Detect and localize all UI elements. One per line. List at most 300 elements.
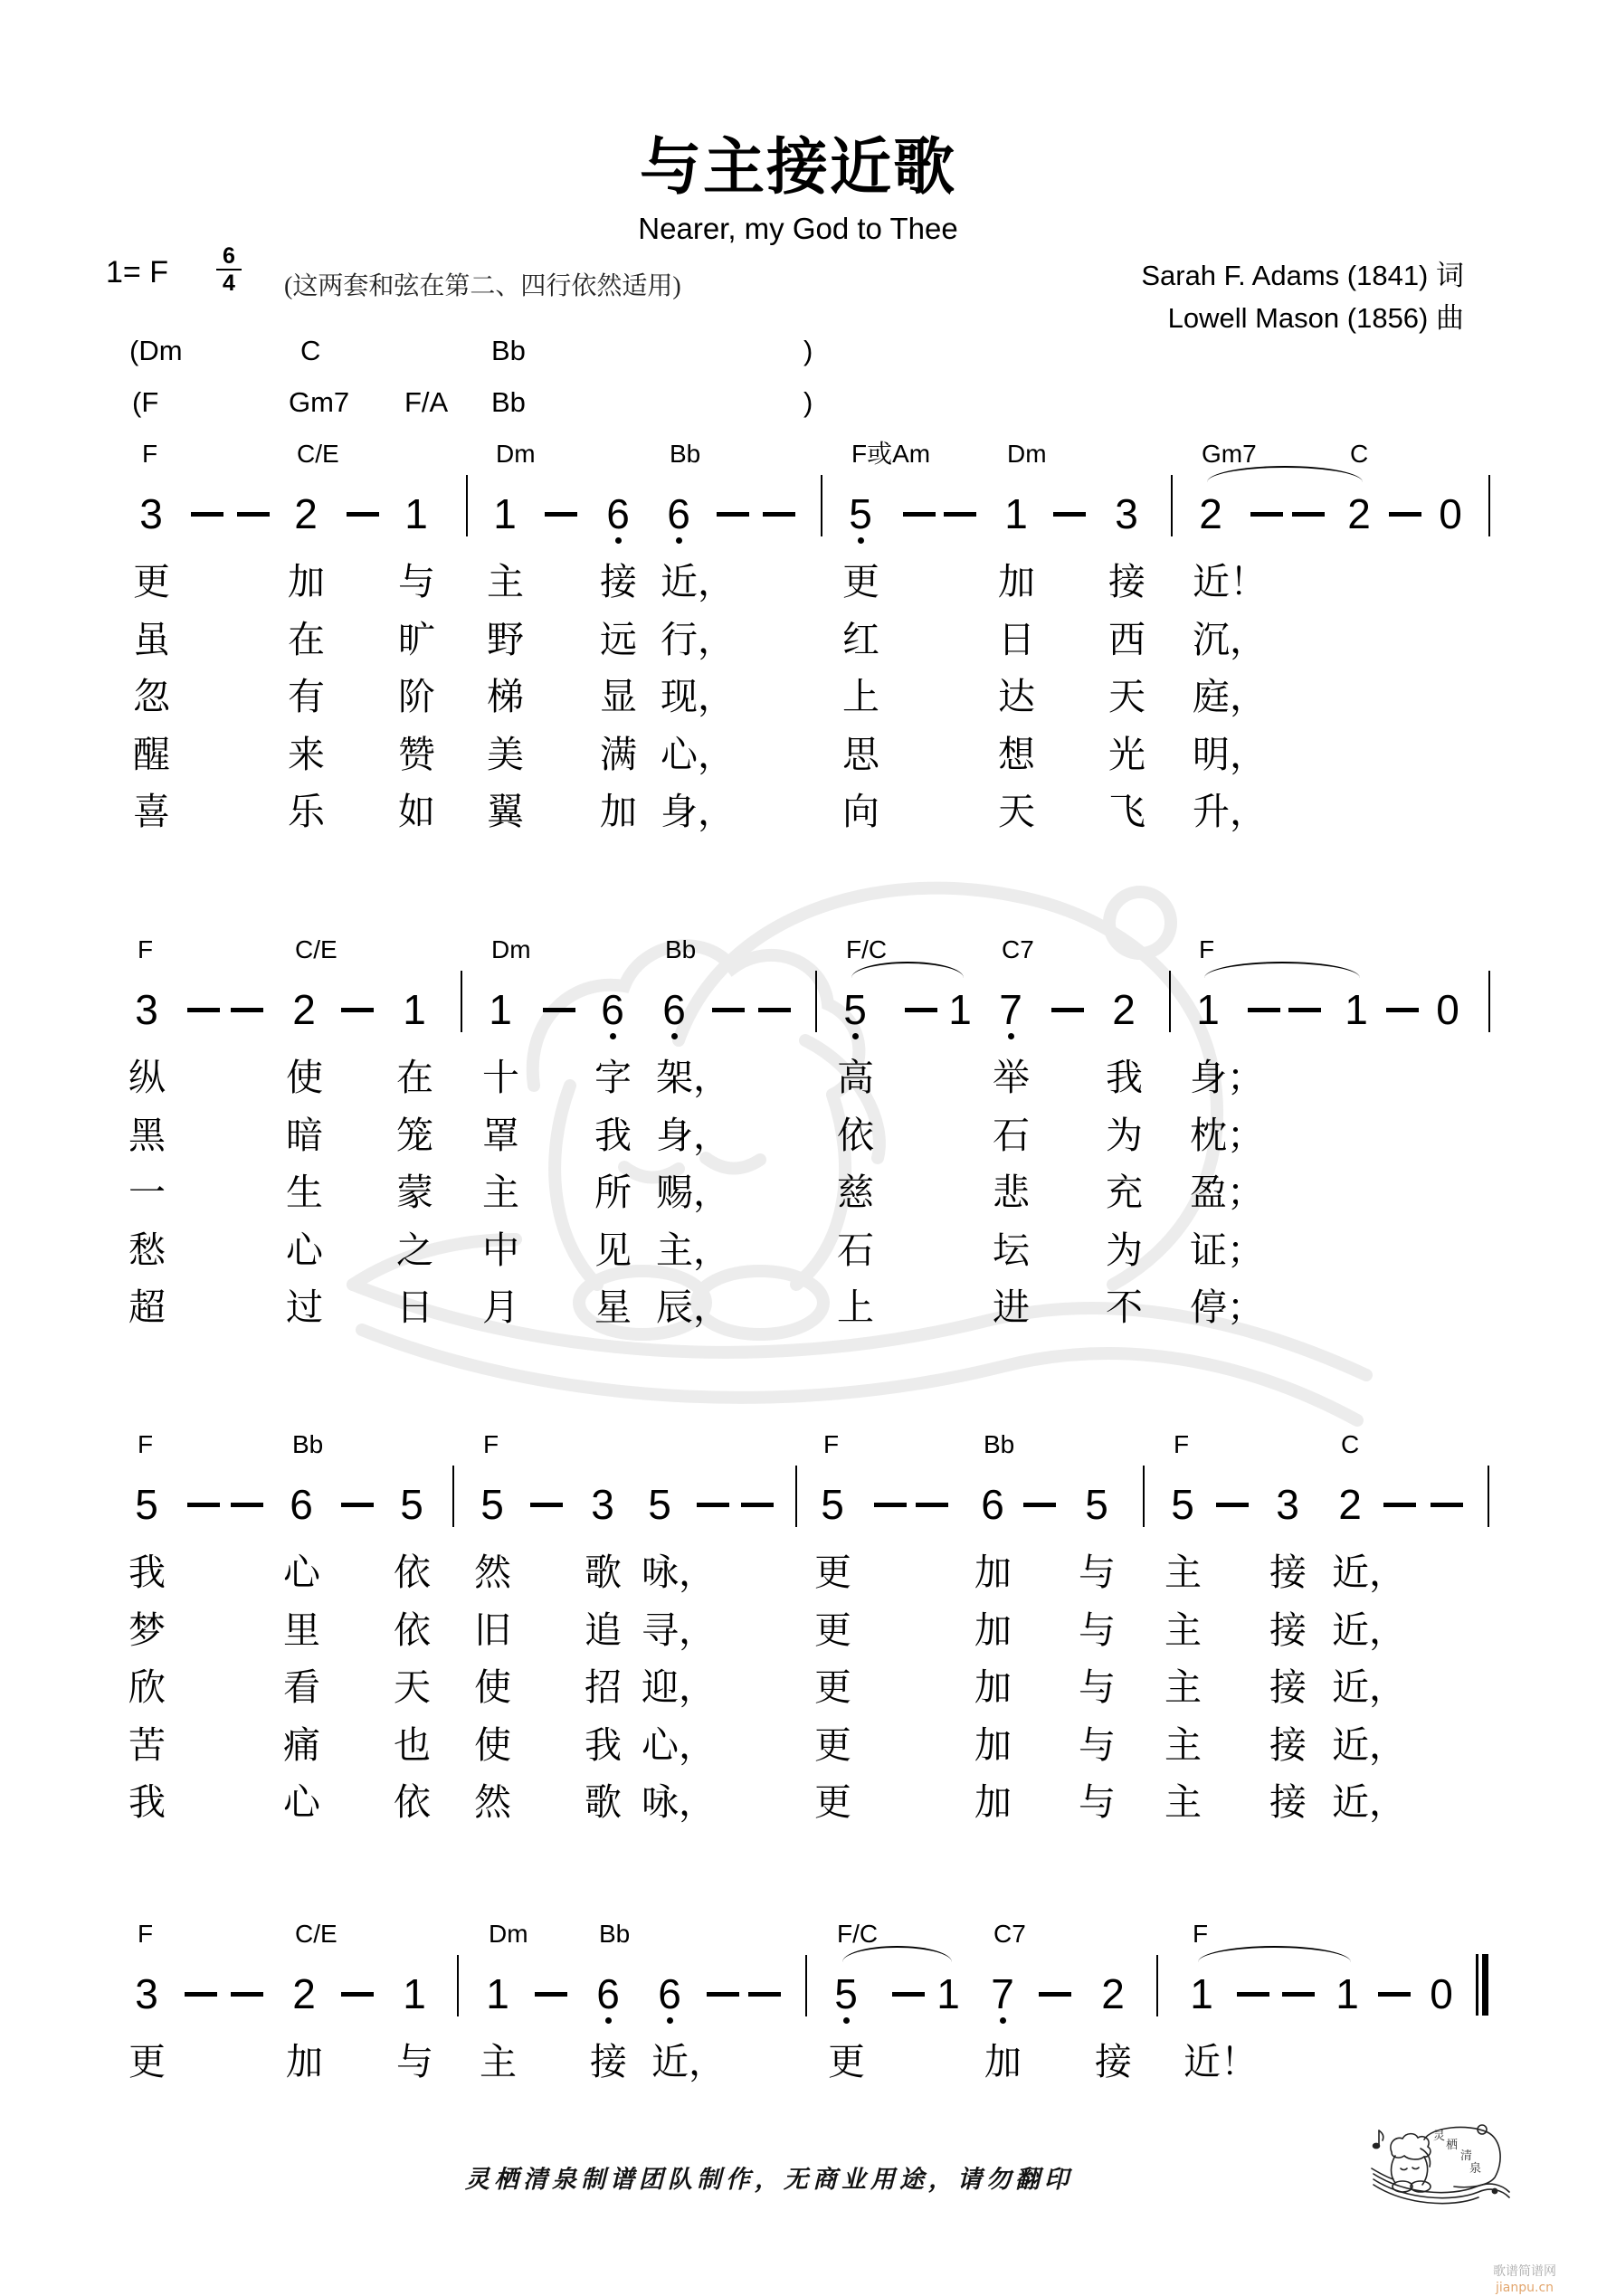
logo-char: 灵 (1433, 2130, 1446, 2143)
note: 5 (400, 1481, 423, 1528)
time-signature-numerator: 6 (223, 243, 235, 269)
extension-dash (741, 1503, 774, 1507)
extension-dash (1250, 512, 1283, 517)
lyric-syllable: 更 (842, 560, 879, 603)
note: 2 (1101, 1970, 1125, 2017)
time-signature (214, 244, 244, 295)
low-octave-dot (610, 1033, 616, 1039)
lyric-syllable: 主 (480, 2040, 517, 2083)
extension-dash (1023, 1503, 1056, 1507)
low-octave-dot (605, 2017, 612, 2024)
lyric-syllable: 中 (482, 1228, 519, 1272)
lyric-syllable: 超 (128, 1286, 166, 1329)
lyric-syllable: 迎， (642, 1665, 716, 1709)
chord-symbol: Gm7 (1202, 440, 1257, 468)
lyric-syllable: 身； (1190, 1056, 1264, 1099)
extension-dash (231, 1992, 263, 1997)
note: 5 (843, 986, 867, 1033)
extension-dash (1292, 512, 1325, 517)
lyric-syllable: 加 (286, 2040, 323, 2083)
site-watermark (1493, 2263, 1616, 2296)
lyric-syllable: 近， (1332, 1551, 1406, 1594)
barline (452, 1466, 454, 1527)
chord-symbol: Dm (489, 1920, 528, 1948)
composer-credit: Lowell Mason (1856) 曲 (1167, 302, 1464, 334)
lyric-syllable: 证； (1190, 1228, 1264, 1272)
lyric-syllable: 与 (1079, 1665, 1116, 1709)
chord-symbol: Dm (496, 440, 536, 468)
lyric-syllable: 歌 (585, 1551, 622, 1594)
lyric-syllable: 欣 (128, 1665, 166, 1709)
extension-dash (1288, 1008, 1321, 1012)
note: 0 (1439, 490, 1462, 537)
lyric-syllable: 使 (286, 1056, 323, 1099)
extension-dash (758, 1008, 791, 1012)
lyric-syllable: 接 (1269, 1551, 1307, 1594)
tie-slur (1198, 1946, 1351, 1962)
note: 5 (834, 1970, 858, 2017)
lyric-syllable: 所 (594, 1171, 632, 1214)
barline (1488, 971, 1490, 1032)
lyric-syllable: 痛 (283, 1722, 320, 1767)
note: 5 (1085, 1481, 1108, 1528)
lyric-syllable: 梦 (128, 1608, 166, 1652)
lyric-syllable: 盈； (1190, 1171, 1264, 1214)
lyric-syllable: 忽 (133, 675, 170, 718)
extension-dash (545, 512, 577, 517)
lyric-syllable: 使 (474, 1722, 511, 1767)
lyric-syllable: 然 (474, 1551, 511, 1594)
lyric-syllable: 黑 (128, 1113, 166, 1157)
lyric-syllable: 心， (661, 732, 735, 776)
lyric-syllable: 天 (394, 1665, 431, 1709)
note: 2 (294, 490, 318, 537)
extension-dash (1039, 1992, 1071, 1997)
extension-dash (231, 1503, 263, 1507)
lyric-syllable: 使 (474, 1665, 511, 1709)
extension-dash (187, 1503, 220, 1507)
note: 2 (1338, 1481, 1362, 1528)
lyric-syllable: 红 (842, 617, 879, 661)
extension-dash (707, 1992, 739, 1997)
lyric-syllable: 主 (1164, 1551, 1202, 1594)
lyric-syllable: 坛 (993, 1228, 1030, 1272)
barline (1169, 971, 1171, 1032)
lyric-syllable: 更 (133, 560, 170, 603)
lyric-syllable: 依 (837, 1113, 874, 1157)
extension-dash (187, 1008, 220, 1012)
extension-dash (237, 512, 270, 517)
lyric-syllable: 加 (984, 2040, 1022, 2083)
lyric-syllable: 主 (1164, 1722, 1202, 1767)
final-barline-thick (1482, 1954, 1488, 2016)
note: 1 (1196, 986, 1220, 1033)
lyric-syllable: 里 (283, 1608, 320, 1652)
lyric-syllable: 显 (600, 675, 637, 718)
extension-dash (748, 1992, 781, 1997)
lyric-syllable: 悲 (993, 1171, 1030, 1214)
note: 3 (591, 1481, 614, 1528)
lyric-syllable: 更 (814, 1608, 851, 1652)
note: 5 (1171, 1481, 1194, 1528)
extension-dash (892, 1992, 925, 1997)
lyric-syllable: 看 (283, 1665, 320, 1709)
barline (466, 475, 468, 536)
note: 6 (667, 490, 690, 537)
lyric-syllable: 近， (1332, 1608, 1406, 1652)
alt-chord: (F (132, 386, 159, 418)
extension-dash (1237, 1992, 1269, 1997)
extension-dash (905, 1008, 937, 1012)
extension-dash (1383, 1503, 1416, 1507)
lyric-syllable: 翼 (487, 790, 524, 833)
barline (1156, 1955, 1158, 2016)
lyric-syllable: 生 (286, 1171, 323, 1214)
barline (457, 1955, 459, 2016)
lyric-syllable: 石 (837, 1228, 874, 1272)
lyric-syllable: 与 (396, 2040, 433, 2083)
lyric-syllable: 飞 (1108, 790, 1145, 833)
note: 1 (1190, 1970, 1213, 2017)
barline (1171, 475, 1173, 536)
lyric-syllable: 接 (600, 560, 637, 603)
lyric-syllable: 梯 (487, 675, 524, 718)
lyric-syllable: 明， (1193, 732, 1267, 776)
note: 6 (662, 986, 686, 1033)
chord-symbol: F (1174, 1430, 1190, 1458)
note: 1 (1004, 490, 1028, 537)
lyric-syllable: 赞 (398, 732, 435, 776)
note: 1 (1345, 986, 1368, 1033)
lyric-syllable: 与 (1079, 1780, 1116, 1824)
lyric-syllable: 暗 (286, 1113, 323, 1157)
alt-chord-close-paren: ) (803, 386, 813, 418)
site-name-cn: 歌谱简谱网 (1493, 2264, 1556, 2279)
lyric-syllable: 更 (828, 2040, 865, 2083)
lyricist-credit: Sarah F. Adams (1841) 词 (1141, 260, 1464, 291)
lyric-syllable: 接 (1269, 1780, 1307, 1824)
lyric-syllable: 日 (396, 1286, 433, 1329)
chord-symbol: C (1341, 1430, 1360, 1458)
lyric-syllable: 旧 (474, 1608, 511, 1652)
lyric-syllable: 辰， (656, 1286, 730, 1329)
lyric-syllable: 与 (1079, 1551, 1116, 1594)
lyric-syllable: 满 (600, 732, 637, 776)
barline (461, 971, 462, 1032)
note: 1 (493, 490, 517, 537)
lyric-syllable: 喜 (133, 790, 170, 833)
lyric-syllable: 主 (487, 560, 524, 603)
alt-chord-close-paren: ) (803, 335, 813, 366)
lyric-syllable: 如 (398, 790, 435, 833)
lyric-syllable: 乐 (288, 790, 325, 833)
footer-copyright-notice: 灵栖清泉制谱团队制作，无商业用途，请勿翻印 (465, 2166, 1073, 2194)
lyric-syllable: 加 (974, 1551, 1012, 1594)
low-octave-dot (852, 1033, 859, 1039)
lyric-syllable: 接 (1269, 1722, 1307, 1767)
lyric-syllable: 虽 (133, 617, 170, 661)
chord-symbol: Bb (599, 1920, 631, 1948)
barline (795, 1466, 797, 1527)
lyric-syllable: 我 (128, 1780, 166, 1824)
chord-symbol: F/C (837, 1920, 879, 1948)
note: 3 (1276, 1481, 1299, 1528)
lyric-syllable: 举 (993, 1056, 1030, 1099)
lyric-syllable: 我 (128, 1551, 166, 1594)
lyric-syllable: 依 (394, 1780, 431, 1824)
chord-symbol: Bb (665, 935, 697, 963)
chord-symbol: F (138, 1920, 154, 1948)
lyric-syllable: 光 (1108, 732, 1145, 776)
note: 1 (489, 986, 512, 1033)
lyric-syllable: 罩 (482, 1113, 519, 1157)
lyric-syllable: 与 (1079, 1722, 1116, 1767)
alt-chord: (Dm (129, 335, 183, 366)
extension-dash (1216, 1503, 1249, 1507)
note: 6 (981, 1481, 1004, 1528)
lyric-syllable: 加 (998, 560, 1035, 603)
low-octave-dot (1000, 2017, 1006, 2024)
chord-usage-note: (这两套和弦在第二、四行依然适用) (284, 272, 681, 300)
sheep-logo-icon (1368, 2121, 1513, 2205)
extension-dash (717, 512, 749, 517)
lyric-syllable: 西 (1108, 617, 1145, 661)
lyric-syllable: 歌 (585, 1780, 622, 1824)
note: 3 (139, 490, 163, 537)
note: 5 (821, 1481, 844, 1528)
extension-dash (697, 1503, 729, 1507)
chord-symbol: F (1193, 1920, 1209, 1948)
lyric-syllable: 见 (594, 1228, 632, 1272)
lyric-syllable: 停； (1190, 1286, 1264, 1329)
chord-symbol: Bb (292, 1430, 324, 1458)
extension-dash (712, 1008, 745, 1012)
lyric-syllable: 日 (998, 617, 1035, 661)
note: 2 (1347, 490, 1371, 537)
lyric-syllable: 寻， (642, 1608, 716, 1652)
lyric-syllable: 赐， (656, 1171, 730, 1214)
chord-symbol: F (823, 1430, 840, 1458)
barline (1143, 1466, 1145, 1527)
extension-dash (1386, 1008, 1419, 1012)
lyric-syllable: 高 (837, 1056, 874, 1099)
note: 6 (606, 490, 630, 537)
lyric-syllable: 然 (474, 1780, 511, 1824)
logo-char: 泉 (1469, 2162, 1482, 2176)
lyric-syllable: 美 (487, 732, 524, 776)
extension-dash (543, 1008, 575, 1012)
logo-char: 栖 (1446, 2139, 1459, 2152)
lyric-syllable: 架， (656, 1056, 730, 1099)
lyric-syllable: 天 (998, 790, 1035, 833)
lyric-syllable: 更 (814, 1551, 851, 1594)
lyric-syllable: 野 (487, 617, 524, 661)
extension-dash (191, 512, 223, 517)
note: 1 (486, 1970, 509, 2017)
lyric-syllable: 月 (482, 1286, 519, 1329)
key-signature: 1= F (106, 255, 168, 289)
lyric-syllable: 加 (974, 1665, 1012, 1709)
lyric-syllable: 主， (656, 1228, 730, 1272)
lyric-syllable: 纵 (128, 1056, 166, 1099)
extension-dash (347, 512, 379, 517)
note: 2 (292, 1970, 316, 2017)
lyric-syllable: 心 (283, 1551, 320, 1594)
lyric-syllable: 在 (396, 1056, 433, 1099)
low-octave-dot (676, 537, 682, 544)
note: 6 (658, 1970, 681, 2017)
lyric-syllable: 之 (396, 1228, 433, 1272)
alt-chord: Bb (491, 335, 526, 366)
lyric-syllable: 现， (661, 675, 735, 718)
note: 1 (404, 490, 428, 537)
lyric-syllable: 我 (585, 1722, 622, 1767)
chord-symbol: Dm (491, 935, 531, 963)
note: 2 (1199, 490, 1222, 537)
barline (1488, 475, 1490, 536)
note: 5 (135, 1481, 158, 1528)
note: 0 (1430, 1970, 1453, 2017)
lyric-syllable: 行， (661, 617, 735, 661)
extension-dash (763, 512, 795, 517)
note: 1 (948, 986, 972, 1033)
lyric-syllable: 来 (288, 732, 325, 776)
site-domain: jianpu.cn (1496, 2281, 1554, 2295)
chord-symbol: F (1199, 935, 1215, 963)
lyric-syllable: 更 (814, 1722, 851, 1767)
lyric-syllable: 近， (1332, 1780, 1406, 1824)
lyric-syllable: 进 (993, 1286, 1030, 1329)
lyric-syllable: 蒙 (396, 1171, 433, 1214)
lyric-syllable: 接 (1269, 1608, 1307, 1652)
lyric-syllable: 接 (1269, 1665, 1307, 1709)
note: 3 (1115, 490, 1138, 537)
lyric-syllable: 我 (594, 1113, 632, 1157)
note: 0 (1436, 986, 1459, 1033)
lyric-syllable: 加 (974, 1722, 1012, 1767)
low-octave-dot (1008, 1033, 1014, 1039)
barline (821, 475, 822, 536)
song-title: 与主接近歌 (639, 132, 956, 204)
lyric-syllable: 充 (1106, 1171, 1143, 1214)
note: 6 (601, 986, 624, 1033)
note: 1 (403, 1970, 426, 2017)
extension-dash (341, 1992, 374, 1997)
chord-symbol: C (1350, 440, 1369, 468)
lyric-syllable: 阶 (398, 675, 435, 718)
chord-symbol: F (483, 1430, 499, 1458)
lyric-syllable: 上 (837, 1286, 874, 1329)
final-barline-thin (1476, 1954, 1478, 2016)
note: 5 (648, 1481, 671, 1528)
lyric-syllable: 在 (288, 617, 325, 661)
note: 6 (290, 1481, 313, 1528)
lyric-syllable: 字 (594, 1056, 632, 1099)
lyric-syllable: 与 (398, 560, 435, 603)
lyric-syllable: 更 (814, 1665, 851, 1709)
alt-chord: F/A (404, 386, 449, 418)
lyric-syllable: 接 (1108, 560, 1145, 603)
extension-dash (1378, 1992, 1411, 1997)
low-octave-dot (671, 1033, 678, 1039)
lyric-syllable: 身， (661, 790, 735, 833)
lyric-syllable: 想 (998, 732, 1035, 776)
lyric-syllable: 更 (814, 1780, 851, 1824)
lyric-syllable: 上 (842, 675, 879, 718)
note: 6 (596, 1970, 620, 2017)
lyric-syllable: 咏， (642, 1551, 716, 1594)
lyric-syllable: 加 (974, 1780, 1012, 1824)
lyric-syllable: 更 (128, 2040, 166, 2083)
note: 1 (1336, 1970, 1359, 2017)
lyric-syllable: 招 (585, 1665, 622, 1709)
note: 7 (999, 986, 1022, 1033)
extension-dash (944, 512, 976, 517)
lyric-syllable: 近， (1332, 1722, 1406, 1767)
time-signature-denominator: 4 (223, 270, 235, 296)
lyric-syllable: 追 (585, 1608, 622, 1652)
lyric-syllable: 有 (288, 675, 325, 718)
chord-symbol: Bb (670, 440, 701, 468)
extension-dash (341, 1008, 374, 1012)
lyric-syllable: 笼 (396, 1113, 433, 1157)
lyric-syllable: 加 (288, 560, 325, 603)
extension-dash (1431, 1503, 1463, 1507)
lyric-syllable: 愁 (128, 1228, 166, 1272)
lyric-syllable: 近， (1332, 1665, 1406, 1709)
extension-dash (1282, 1992, 1315, 1997)
chord-symbol: C/E (297, 440, 339, 468)
lyric-syllable: 为 (1106, 1228, 1143, 1272)
lyric-syllable: 为 (1106, 1113, 1143, 1157)
extension-dash (530, 1503, 563, 1507)
lyric-syllable: 心 (286, 1228, 323, 1272)
lyric-syllable: 旷 (398, 617, 435, 661)
chord-symbol: Bb (984, 1430, 1015, 1458)
chord-symbol: Dm (1007, 440, 1047, 468)
lyric-syllable: 升， (1193, 790, 1267, 833)
extension-dash (874, 1503, 907, 1507)
lyric-syllable: 近， (651, 2040, 726, 2083)
logo-char: 清 (1460, 2149, 1473, 2163)
lyric-syllable: 枕； (1190, 1113, 1264, 1157)
extension-dash (1051, 1008, 1084, 1012)
chord-symbol: C/E (295, 935, 337, 963)
chord-symbol: F (142, 440, 158, 468)
lyric-syllable: 慈 (837, 1171, 874, 1214)
barline (805, 1955, 807, 2016)
lyric-syllable: 接 (1095, 2040, 1132, 2083)
lyric-syllable: 远 (600, 617, 637, 661)
note: 1 (936, 1970, 960, 2017)
note: 3 (135, 1970, 158, 2017)
extension-dash (916, 1503, 948, 1507)
extension-dash (341, 1503, 374, 1507)
lyric-syllable: 十 (482, 1056, 519, 1099)
lyric-syllable: 依 (394, 1551, 431, 1594)
note: 7 (991, 1970, 1014, 2017)
alt-chord: Bb (491, 386, 526, 418)
low-octave-dot (667, 2017, 673, 2024)
chord-symbol: F (138, 935, 154, 963)
lyric-syllable: 一 (128, 1171, 166, 1214)
lyric-syllable: 加 (974, 1608, 1012, 1652)
lyric-syllable: 我 (1106, 1056, 1143, 1099)
note: 1 (403, 986, 426, 1033)
low-octave-dot (615, 537, 622, 544)
low-octave-dot (858, 537, 864, 544)
lyric-syllable: 醒 (133, 732, 170, 776)
